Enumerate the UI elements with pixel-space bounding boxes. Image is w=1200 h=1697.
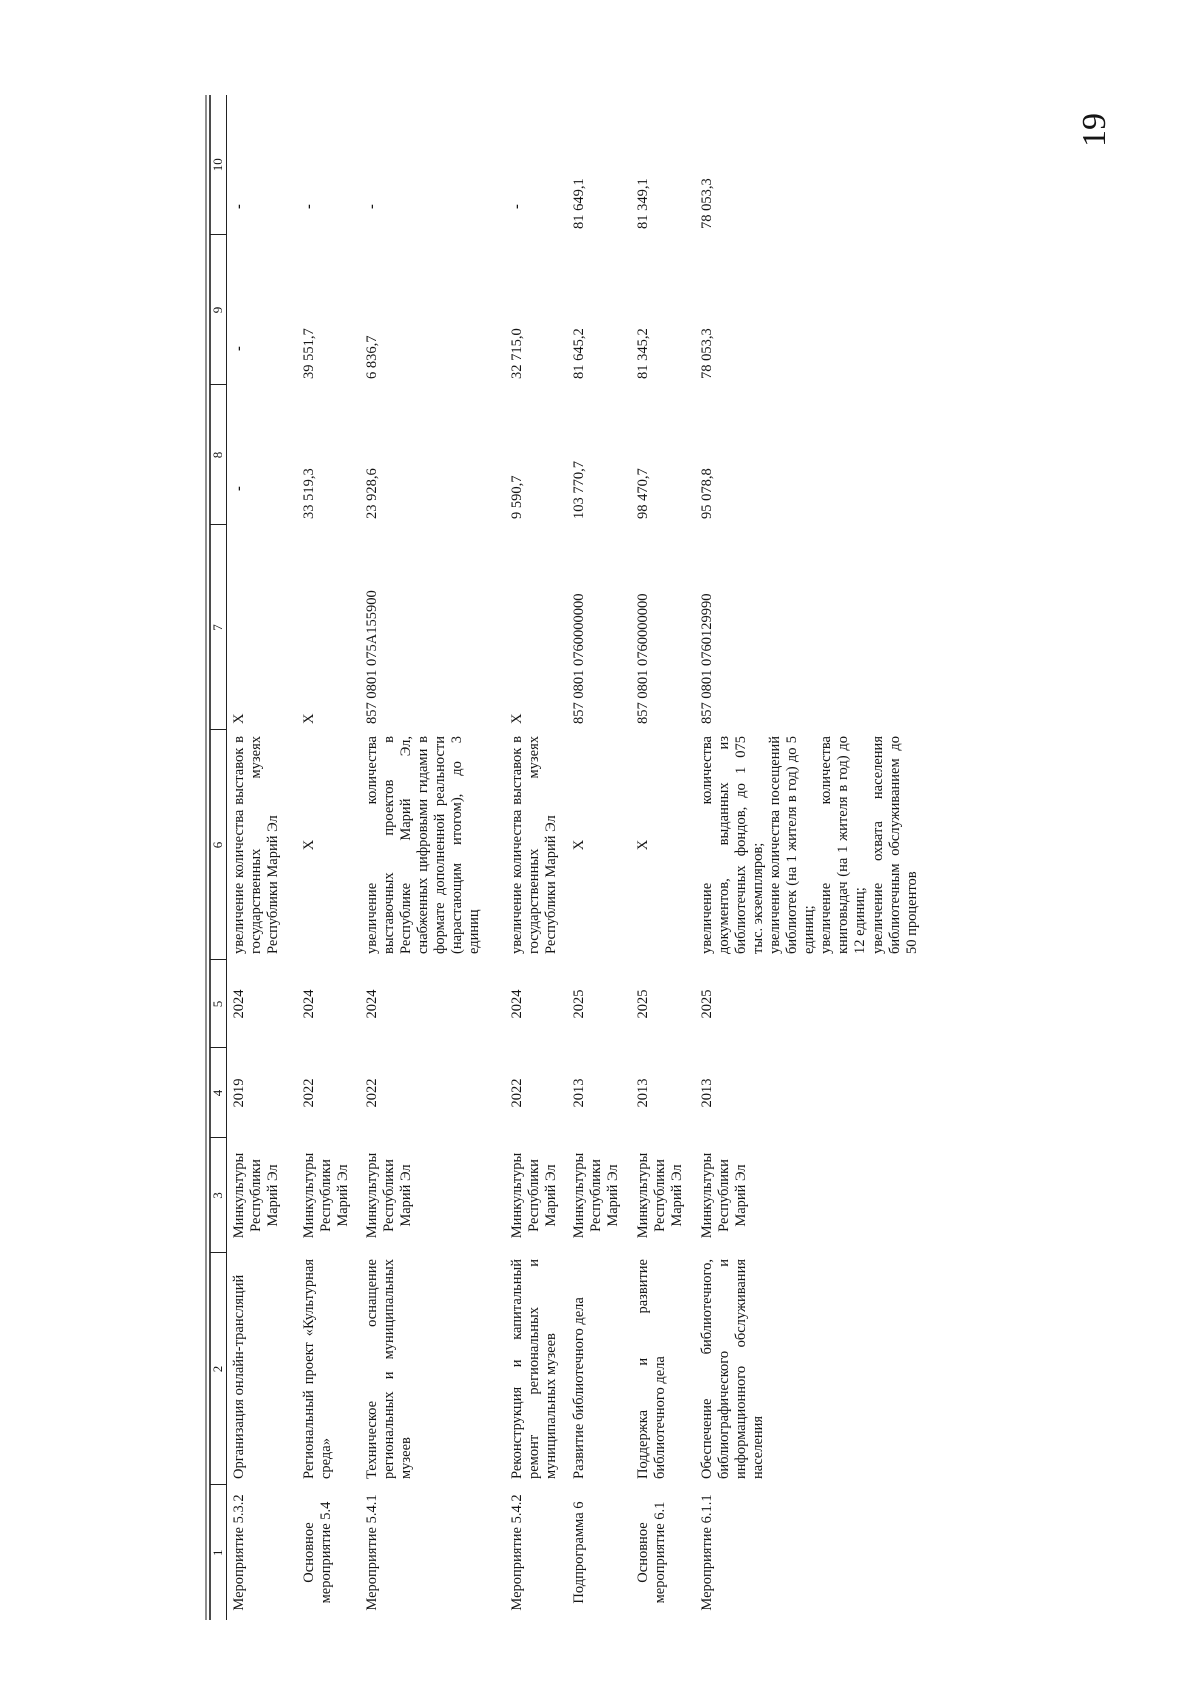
amount-col-10: 78 053,3: [698, 178, 715, 229]
activity-id: Мероприятие 5.3.2: [231, 1494, 247, 1611]
executor: Минкультуры Республики Марий Эл: [634, 1152, 685, 1239]
start-year: 2019: [231, 1078, 247, 1108]
activity-title: Реконструкция и капитальный ремонт региональных и муниципальных музеев: [508, 1259, 559, 1479]
budget-code: Х: [231, 713, 247, 724]
col-header-9: 9: [210, 235, 227, 385]
col-header-3: 3: [210, 1138, 227, 1253]
amount-col-9: 39 551,7: [300, 328, 317, 379]
rotated-page-content: [210, 95, 1025, 1620]
executor: Минкультуры Республики Марий Эл: [508, 1152, 559, 1239]
end-year: 2025: [698, 989, 715, 1019]
budget-code: 857 0801 0760000000: [570, 593, 587, 724]
expected-result: Х: [634, 839, 651, 851]
activity-id: Подпрограмма 6: [570, 1501, 587, 1604]
start-year: 2013: [698, 1078, 715, 1108]
amount-col-8: 95 078,8: [698, 468, 715, 519]
activity-title: Региональный проект «Культурная среда»: [300, 1259, 334, 1479]
activity-id: Основное мероприятие 6.1: [634, 1501, 668, 1604]
col-header-8: 8: [210, 385, 227, 525]
amount-col-10: 81 349,1: [634, 178, 651, 229]
executor: Минкультуры Республики Марий Эл: [363, 1152, 414, 1239]
activity-id: Мероприятие 5.4.1: [363, 1494, 380, 1611]
amount-col-10: -: [363, 204, 380, 209]
budget-code: Х: [508, 713, 525, 724]
activity-title: Техническое оснащение региональных и муниципальных музеев: [363, 1259, 414, 1479]
activity-id: Мероприятие 6.1.1: [698, 1494, 715, 1611]
amount-col-9: 81 345,2: [634, 328, 651, 379]
expected-result: Х: [300, 839, 317, 851]
amount-col-8: 9 590,7: [508, 475, 525, 519]
amount-col-9: 78 053,3: [698, 328, 715, 379]
col-header-4: 4: [210, 1048, 227, 1138]
expected-result: увеличение количества документов, выданных из библиотечных фондов, до 1 075 тыс. экземпляров; увеличение количества посещений библиотек (на 1 жителя в год) до 5 единиц; увеличение количества книговыдач (на 1 жителя в год) до 12 единиц; увеличение охвата населения библиотечным обслуживанием до 50 процентов: [698, 736, 920, 954]
col-header-10: 10: [210, 95, 227, 235]
expected-result: увеличение количества выставок в государственных музеях Республики Марий Эл: [231, 736, 282, 954]
amount-col-8: -: [231, 486, 247, 491]
activity-title: Поддержка и развитие библиотечного дела: [634, 1259, 668, 1479]
col-header-6: 6: [210, 730, 227, 960]
end-year: 2024: [508, 989, 525, 1019]
activity-id: Основное мероприятие 5.4: [300, 1501, 334, 1604]
amount-col-10: -: [300, 204, 317, 209]
start-year: 2013: [634, 1078, 651, 1108]
start-year: 2022: [508, 1078, 525, 1108]
activity-title: Организация онлайн-трансляций: [231, 1274, 247, 1479]
expected-result: увеличение количества выставок в государственных музеях Республики Марий Эл: [508, 736, 559, 954]
col-header-5: 5: [210, 960, 227, 1048]
end-year: 2025: [570, 989, 587, 1019]
budget-code: 857 0801 0760000000: [634, 593, 651, 724]
executor: Минкультуры Республики Марий Эл: [698, 1152, 749, 1239]
col-header-7: 7: [210, 525, 227, 730]
executor: Минкультуры Республики Марий Эл: [300, 1152, 351, 1239]
activity-id: Мероприятие 5.4.2: [508, 1494, 525, 1611]
col-header-2: 2: [210, 1253, 227, 1485]
amount-col-9: 32 715,0: [508, 328, 525, 379]
executor: Минкультуры Республики Марий Эл: [231, 1152, 282, 1239]
amount-col-8: 23 928,6: [363, 468, 380, 519]
end-year: 2024: [300, 989, 317, 1019]
start-year: 2013: [570, 1078, 587, 1108]
end-year: 2024: [363, 989, 380, 1019]
activity-title: Развитие библиотечного дела: [570, 1297, 587, 1479]
budget-code: 857 0801 075А155900: [363, 590, 380, 724]
amount-col-9: 81 645,2: [570, 328, 587, 379]
amount-col-10: -: [508, 204, 525, 209]
budget-code: 857 0801 0760129990: [698, 593, 715, 724]
end-year: 2025: [634, 989, 651, 1019]
start-year: 2022: [363, 1078, 380, 1108]
end-year: 2024: [231, 989, 247, 1019]
amount-col-10: -: [231, 204, 247, 209]
activity-title: Обеспечение библиотечного, библиографического и информационного обслуживания населения: [698, 1259, 766, 1479]
page-number: 19: [1076, 113, 1113, 147]
col-header-1: 1: [210, 1485, 227, 1620]
expected-result: увеличение количества выставочных проектов в Республике Марий Эл, снабженных цифровыми гидами в формате дополненной реальности (нарастающим итогом), до 3 единиц: [363, 736, 483, 954]
expected-result: Х: [570, 839, 587, 851]
start-year: 2022: [300, 1078, 317, 1108]
amount-col-8: 98 470,7: [634, 468, 651, 519]
table-frame: [210, 95, 1025, 1620]
amount-col-8: 33 519,3: [300, 468, 317, 519]
executor: Минкультуры Республики Марий Эл: [570, 1152, 621, 1239]
budget-code: Х: [300, 713, 317, 724]
amount-col-8: 103 770,7: [570, 461, 587, 519]
amount-col-10: 81 649,1: [570, 178, 587, 229]
amount-col-9: 6 836,7: [363, 335, 380, 379]
amount-col-9: -: [231, 346, 247, 351]
